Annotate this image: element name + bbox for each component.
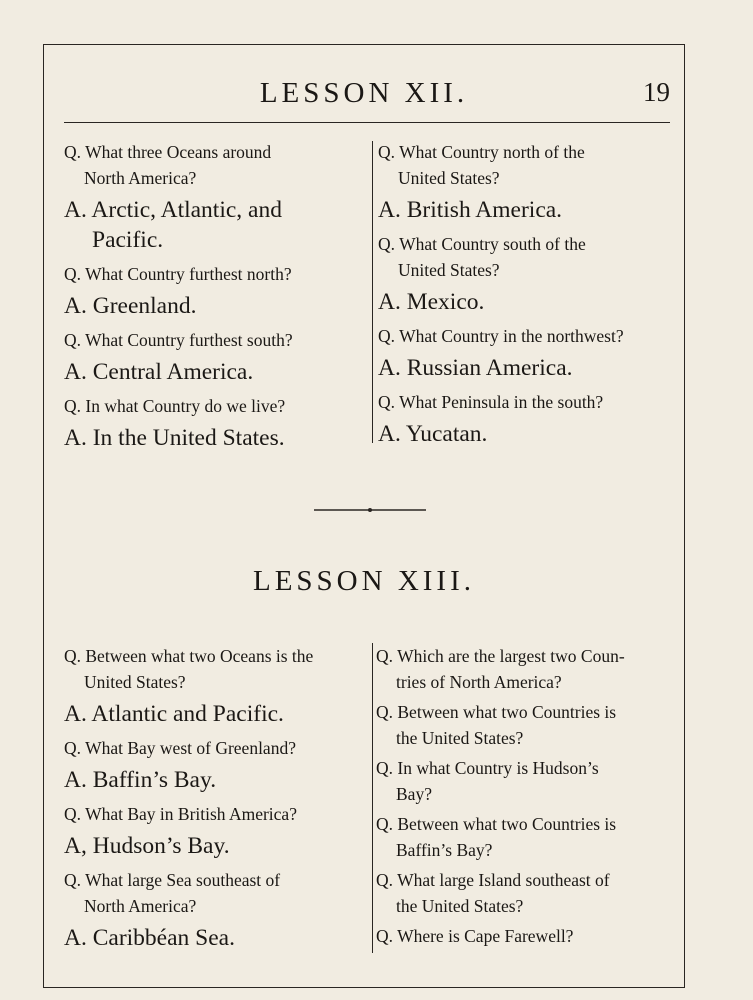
lesson-12-title: LESSON XII. xyxy=(259,77,469,109)
question: Q. What Country furthest south? xyxy=(64,330,293,350)
question: Q. In what Country is Hudson’s Bay? xyxy=(376,758,599,804)
question: Q. What Peninsula in the south? xyxy=(378,392,604,412)
question: Q. What large Island southeast of the United States? xyxy=(376,870,610,916)
section-ornament xyxy=(314,507,426,513)
column-divider xyxy=(372,643,373,953)
page-number: 19 xyxy=(643,77,670,107)
lesson-12-right-column xyxy=(378,139,674,455)
answer: A. Yucatan. xyxy=(378,421,488,447)
question: Q. What Country furthest north? xyxy=(64,264,292,284)
heading-rule xyxy=(64,122,670,123)
answer: A. Greenland. xyxy=(64,293,197,319)
answer: A. Central America. xyxy=(64,359,254,385)
question: Q. What Bay in British America? xyxy=(64,804,297,824)
answer: A. British America. xyxy=(378,197,563,223)
column-divider xyxy=(372,141,373,443)
page-frame xyxy=(43,44,685,988)
question: Q. Between what two Countries is Baffin’s Bay? xyxy=(376,814,617,860)
lesson-13-right-column xyxy=(376,643,674,953)
question: Q. What Country north of the United States? xyxy=(378,142,585,188)
answer: A. In the United States. xyxy=(64,425,285,451)
question: Q. In what Country do we live? xyxy=(64,396,286,416)
answer: A. Mexico. xyxy=(378,289,485,315)
question: Q. What Country in the northwest? xyxy=(378,326,624,346)
question: Q. Where is Cape Farewell? xyxy=(376,926,574,946)
lesson-13-left-column xyxy=(64,643,362,959)
question: Q. Between what two Countries is the United States? xyxy=(376,702,617,748)
question: Q. What Bay west of Greenland? xyxy=(64,738,296,758)
answer: A. Russian America. xyxy=(378,355,573,381)
question: Q. What three Oceans around North America? xyxy=(64,142,272,188)
question: Q. What Country south of the United States? xyxy=(378,234,586,280)
answer: A. Caribbéan Sea. xyxy=(64,925,235,951)
question: Q. What large Sea southeast of North America? xyxy=(64,870,281,916)
answer: A, Hudson’s Bay. xyxy=(64,833,230,859)
answer: A. Atlantic and Pacific. xyxy=(64,701,284,727)
lesson-13-title: LESSON XIII. xyxy=(253,565,475,597)
question: Q. Which are the largest two Coun- tries of North America? xyxy=(376,646,625,692)
question: Q. Between what two Oceans is the United States? xyxy=(64,646,314,692)
lesson-12-left-column xyxy=(64,139,362,459)
answer: A. Arctic, Atlantic, and Pacific. xyxy=(64,197,282,253)
answer: A. Baffin’s Bay. xyxy=(64,767,217,793)
